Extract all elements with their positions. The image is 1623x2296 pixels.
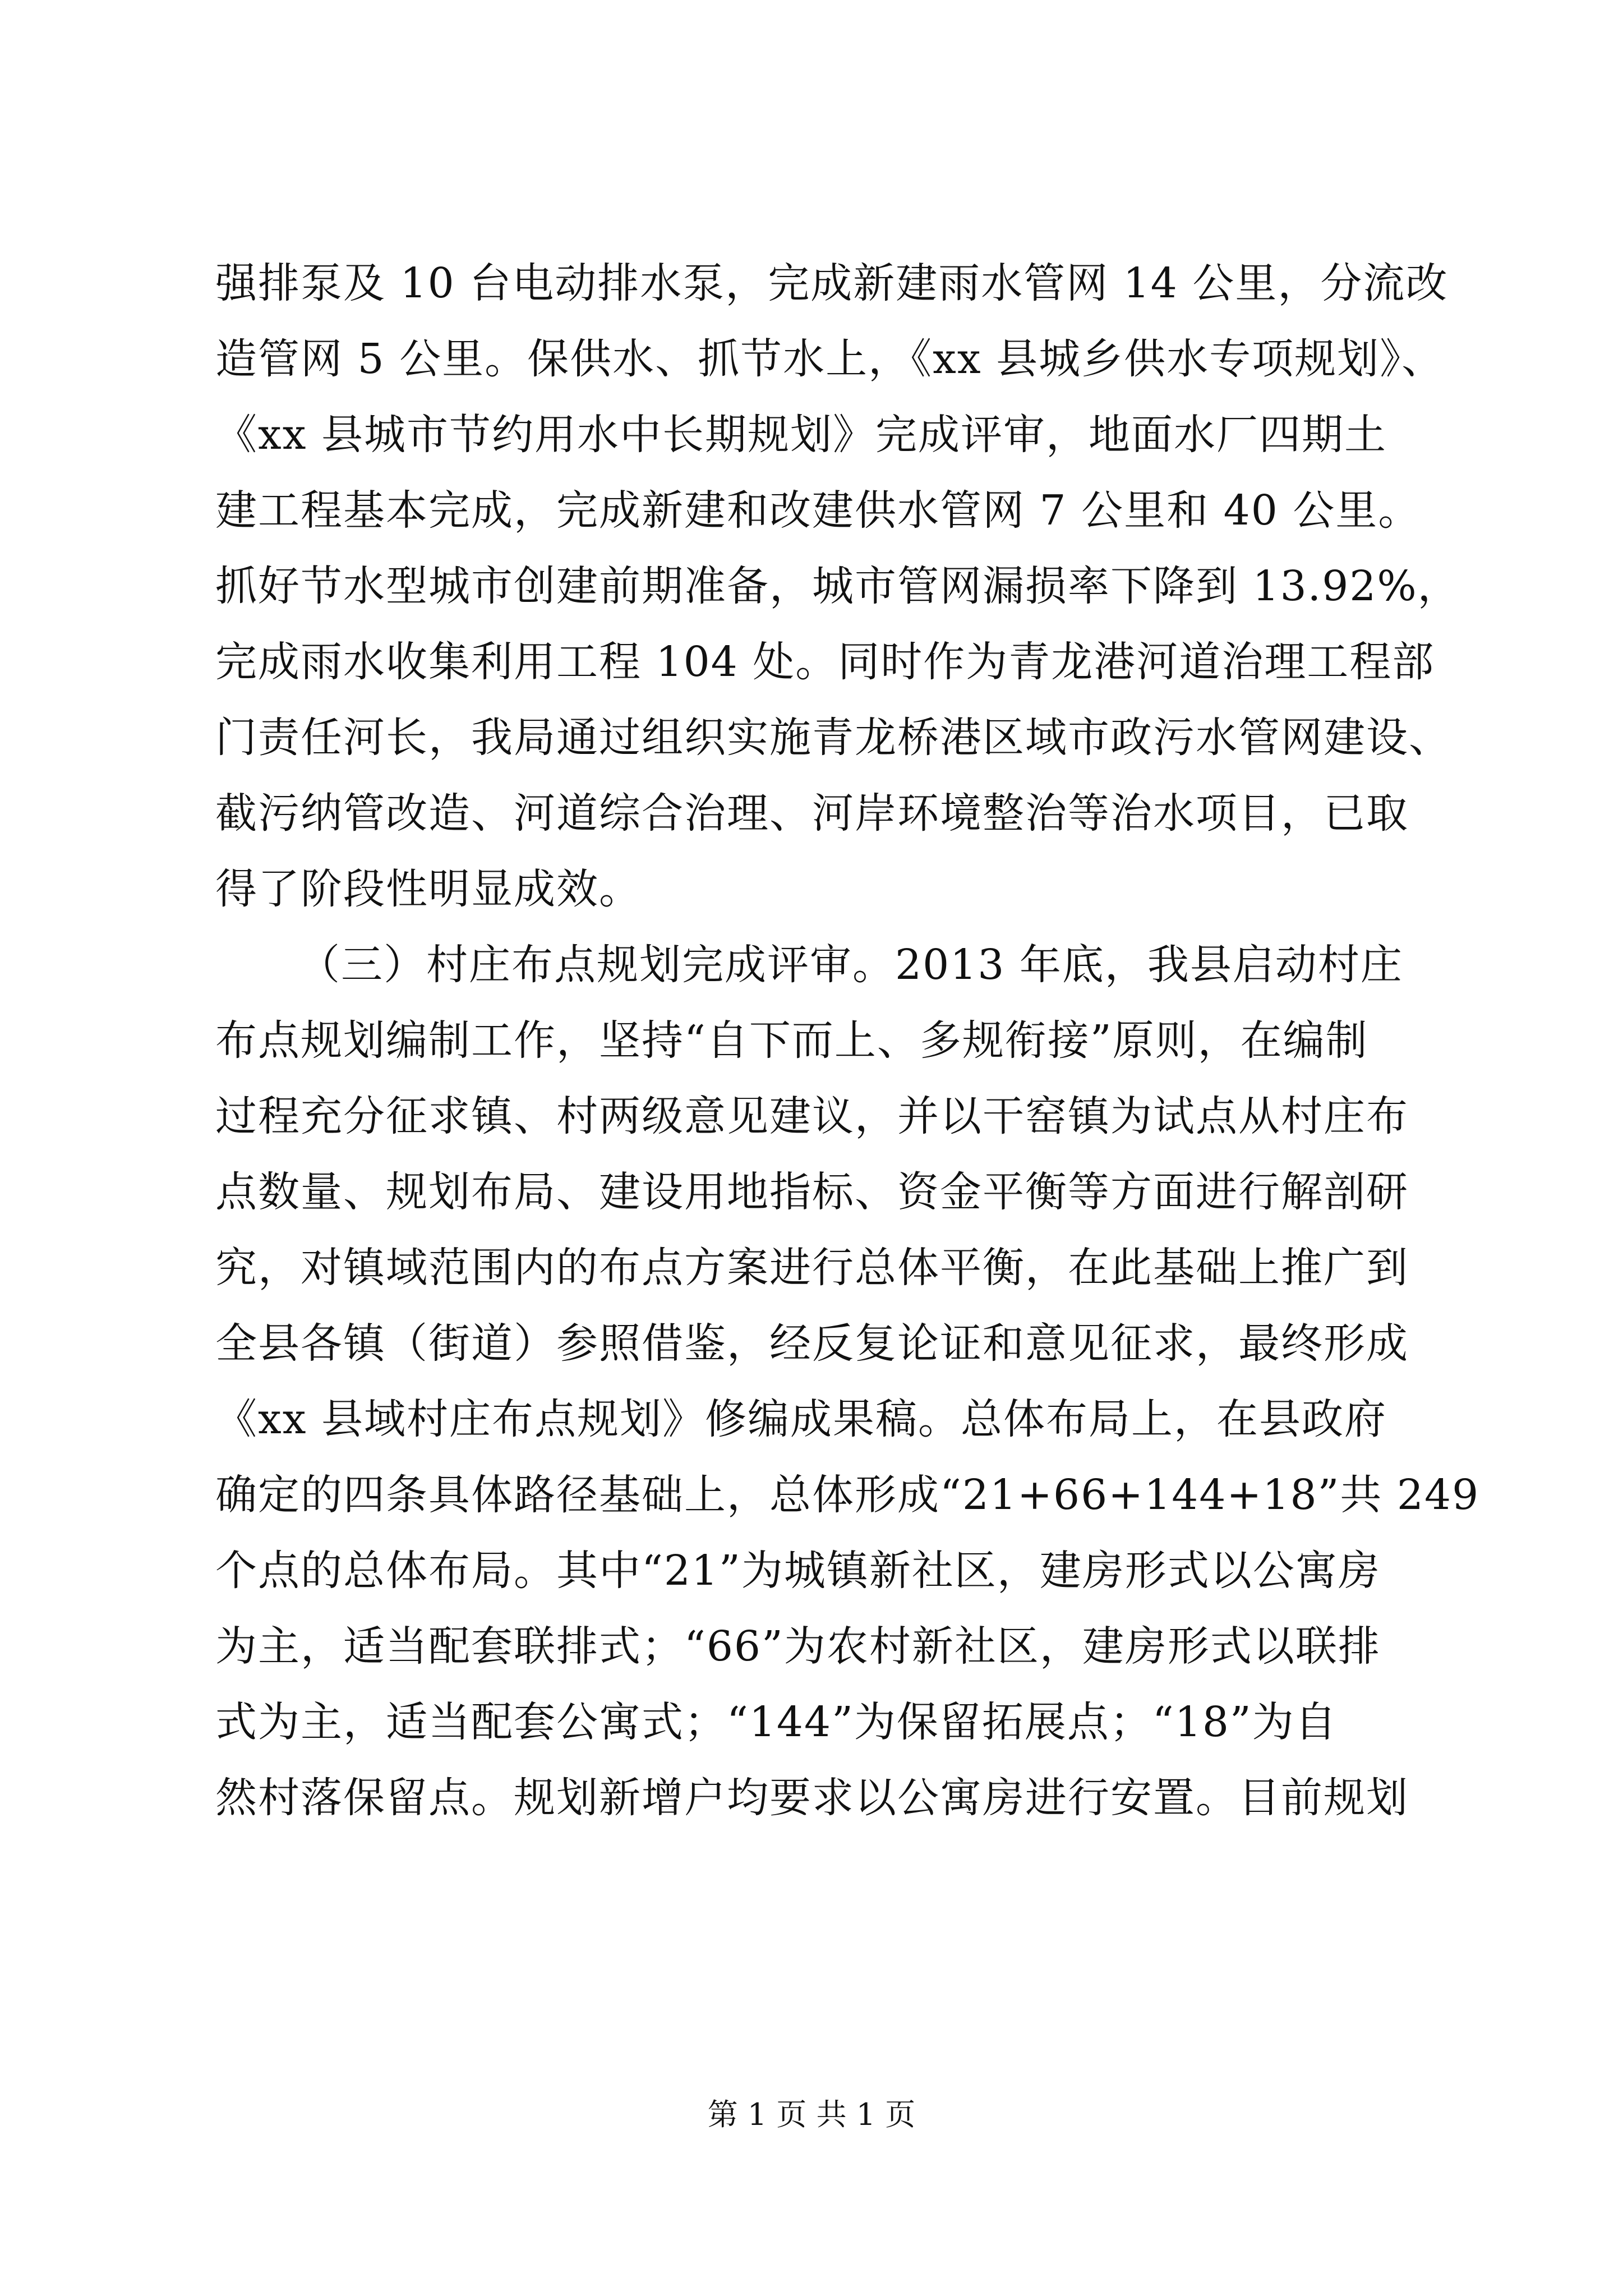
page-number-label: 第 1 页 共 1 页 <box>707 2097 916 2132</box>
text-line: 式为主，适当配套公寓式；“144”为保留拓展点；“18”为自 <box>215 1698 1338 1746</box>
text-line: 《xx 县域村庄布点规划》修编成果稿。总体布局上，在县政府 <box>215 1395 1387 1443</box>
text-line: 截污纳管改造、河道综合治理、河岸环境整治等治水项目，已取 <box>215 789 1409 838</box>
text-line: 为主，适当配套联排式；“66”为农村新社区，建房形式以联排 <box>215 1622 1381 1671</box>
text-line: 完成雨水收集利用工程 104 处。同时作为青龙港河道治理工程部 <box>215 638 1435 686</box>
text-line: 然村落保留点。规划新增户均要求以公寓房进行安置。目前规划 <box>215 1774 1409 1822</box>
document-body <box>215 246 1480 1836</box>
text-line: 抓好节水型城市创建前期准备，城市管网漏损率下降到 13.92%， <box>215 562 1460 610</box>
text-line: 点数量、规划布局、建设用地指标、资金平衡等方面进行解剖研 <box>215 1168 1409 1216</box>
text-line: 造管网 5 公里。保供水、抓节水上，《xx 县城乡供水专项规划》、 <box>215 335 1445 383</box>
text-line: 个点的总体布局。其中“21”为城镇新社区，建房形式以公寓房 <box>215 1547 1381 1595</box>
text-line: 过程充分征求镇、村两级意见建议，并以干窑镇为试点从村庄布 <box>215 1092 1409 1140</box>
section-heading-line: （三）村庄布点规划完成评审。2013 年底，我县启动村庄 <box>298 941 1403 989</box>
text-line: 《xx 县城市节约用水中长期规划》完成评审，地面水厂四期土 <box>215 411 1387 459</box>
text-line: 建工程基本完成，完成新建和改建供水管网 7 公里和 40 公里。 <box>215 486 1421 535</box>
text-line: 确定的四条具体路径基础上，总体形成“21+66+144+18”共 249 <box>215 1471 1480 1519</box>
text-line: 布点规划编制工作，坚持“自下而上、多规衔接”原则，在编制 <box>215 1016 1368 1065</box>
page-footer <box>0 2095 1623 2134</box>
text-line: 究，对镇域范围内的布点方案进行总体平衡，在此基础上推广到 <box>215 1244 1409 1292</box>
text-line: 强排泵及 10 台电动排水泵，完成新建雨水管网 14 公里，分流改 <box>215 259 1449 307</box>
text-line: 全县各镇（街道）参照借鉴，经反复论证和意见征求，最终形成 <box>215 1319 1409 1368</box>
text-line: 门责任河长，我局通过组织实施青龙桥港区域市政污水管网建设、 <box>215 714 1451 762</box>
text-line: 得了阶段性明显成效。 <box>215 865 642 913</box>
